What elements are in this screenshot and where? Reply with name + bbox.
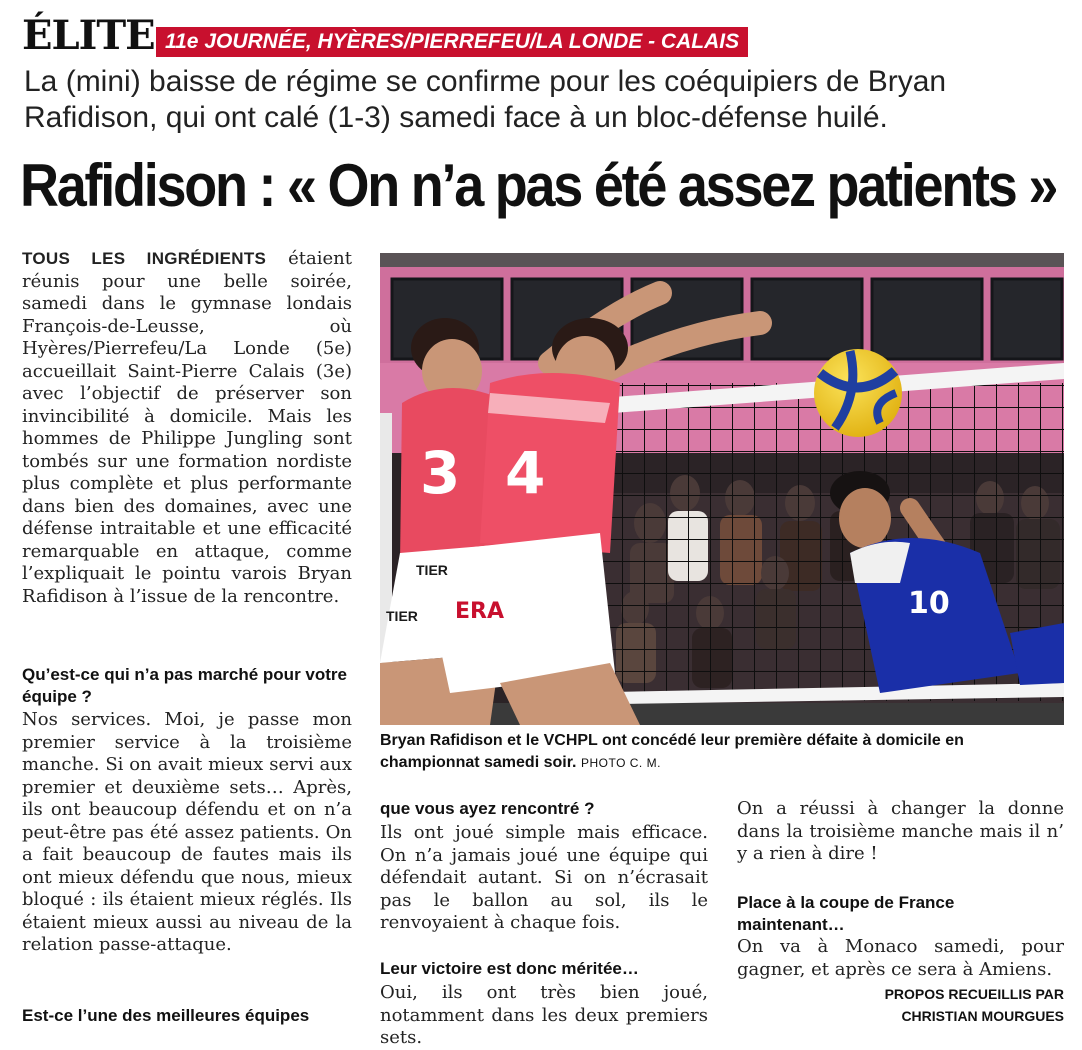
question-2-start: Est-ce l’une des meilleures équipes: [22, 1006, 310, 1025]
volleyball-scene-illustration: [380, 253, 1064, 725]
answer-3-start: Oui, ils ont très bien joué, notamment dans les deux premiers sets.: [380, 982, 708, 1048]
sponsor-text-left: TIER: [386, 608, 418, 624]
jersey-number: 10: [908, 586, 950, 621]
section-rubric: ÉLITE: [22, 12, 155, 59]
article-standfirst: La (mini) baisse de régime se confirme pour les coéquipiers de Bryan Rafidison, qui ont calé (1-3) samedi face à un bloc-défense huilé.: [24, 65, 947, 134]
answer-4: On va à Monaco samedi, pour gagner, et après ce sera à Amiens.: [737, 936, 1064, 980]
signature-author: CHRISTIAN MOURGUES: [901, 1008, 1064, 1024]
photo-caption: [380, 730, 1064, 774]
article-headline: Rafidison : « On n’a pas été assez patients »: [20, 152, 1057, 219]
svg-text:ERA: ERA: [455, 599, 504, 624]
match-photo: [380, 253, 1064, 725]
question-2-end: que vous ayez rencontré ?: [380, 799, 595, 818]
photo-credit: PHOTO C. M.: [580, 756, 661, 770]
article-lead-paragraph: [22, 248, 352, 608]
answer-2: Ils ont joué simple mais efficace. On n’a jamais joué une équipe qui défendait autant. Si on n’écrasait pas le ballon au sol, ils le renvoyaient à chaque fois.: [380, 822, 708, 933]
lead-caps: TOUS LES INGRÉDIENTS: [22, 249, 267, 268]
svg-text:4: 4: [505, 439, 546, 507]
question-3: Leur victoire est donc méritée…: [380, 959, 639, 978]
signature-line-1: PROPOS RECUEILLIS PAR: [884, 986, 1064, 1002]
answer-3-end: On a réussi à changer la donne dans la troisième manche mais il n’ y a rien à dire !: [737, 798, 1064, 864]
volleyball-ball: [814, 349, 902, 437]
lead-text: étaient réunis pour une belle soirée, samedi dans le gymnase londais François-de-Leusse, où Hyères/Pierrefeu/La Londe (5e) accueillait Saint-Pierre Calais (3e) avec l’objectif de préserver son invincibilité à domicile. Mais les hommes de Philippe Jungling sont tombés sur une formation nordiste plus complète et plus performante dans bien des domaines, avec une défense intraitable et une efficacité remarquable en attaque, comme l’expliquait le pointu varois Bryan Rafidison à l’issue de la rencontre.: [22, 248, 353, 607]
sponsor-text-middle: TIER: [416, 562, 448, 578]
match-kicker: 11e JOURNÉE, HYÈRES/PIERREFEU/LA LONDE - CALAIS: [156, 27, 748, 57]
question-4: Place à la coupe de France maintenant…: [737, 893, 955, 934]
answer-1: Nos services. Moi, je passe mon premier service à la troisième manche. Si on avait mieux servi aux premier et deuxième sets… Après, ils ont beaucoup défendu et on n’a peut-être pas été assez patients. On a fait beaucoup de fautes mais ils ont mieux défendu que nous, mieux bloqué : ils étaient mieux réglés. Ils étaient mieux aussi au niveau de la relation passe-attaque.: [22, 709, 352, 955]
question-1: Qu’est-ce qui n’a pas marché pour votre équipe ?: [22, 665, 347, 706]
caption-text: Bryan Rafidison et le VCHPL ont concédé leur première défaite à domicile en championnat samedi soir.: [380, 732, 964, 771]
svg-text:3: 3: [420, 439, 461, 507]
